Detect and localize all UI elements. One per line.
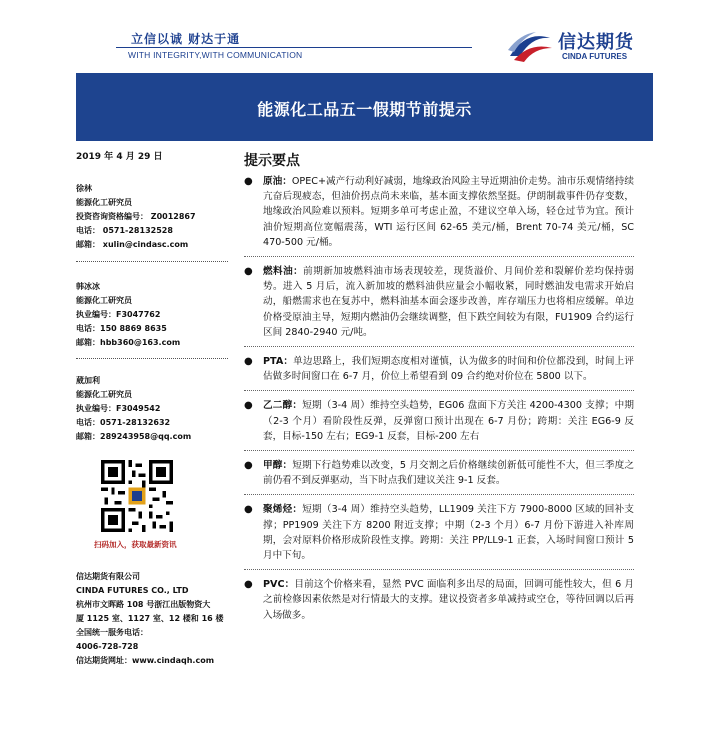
logo-text-en: CINDA FUTURES [562, 52, 628, 61]
bullet-label: 原油： [263, 176, 292, 187]
analyst-email: 邮箱： xulin@cindasc.com [76, 240, 189, 249]
bullet-label: 聚烯烃： [263, 504, 303, 516]
report-date: 2019 年 4 月 29 日 [76, 152, 163, 162]
divider [76, 358, 228, 359]
bullet-fuel-oil [244, 264, 634, 340]
bullet-label: 燃料油： [263, 266, 304, 278]
bullet-text: 单边思路上，我们短期态度相对谨慎，认为做多的时间和价位都没到，时间上评估做多时间窗口在 6-7 月，价位上希望看到 09 合约绝对价位在 5800 以下。 [263, 356, 634, 383]
analyst-card [76, 182, 241, 252]
company-address: 杭州市文晖路 108 号浙江出版物资大 [76, 600, 211, 609]
bullet-text: 短期（3-4 周）维持空头趋势，LL1909 关注下方 7900-8000 区域的回补支撑；PP1909 关注下方 8200 附近支撑；中期（2-3 个月）6-7 月份下游进入补库周期，会对原料价格形成阶段性支撑。跨期：关注 PP/LL9-1 正套，入场时间窗口预计 5 月中下旬。 [263, 504, 635, 562]
bullet-crude-oil [244, 174, 634, 250]
report-header [0, 0, 728, 72]
analyst-license: 投资咨询资格编号： Z0012867 [76, 212, 196, 221]
hotline-label: 全国统一服务电话： [76, 628, 148, 637]
bullet-dot-icon: ● [244, 504, 253, 516]
analyst-license: 执业编号：F3047762 [76, 310, 161, 319]
divider [244, 450, 634, 451]
bullet-methanol [244, 458, 634, 488]
company-website: 信达期货网址：www.cindaqh.com [76, 656, 215, 665]
analyst-phone: 电话：150 8869 8635 [76, 324, 167, 333]
bullet-label: PVC： [263, 579, 295, 591]
cinda-logo-icon [506, 26, 554, 66]
section-title: 提示要点 [244, 153, 300, 169]
bullet-dot-icon: ● [244, 579, 253, 591]
bullet-text: 目前这个价格来看，显然 PVC 面临利多出尽的局面，回调可能性较大，但 6 月之前检修因素依然是对行情最大的支撑。建议投资者多单减持或空仓，等待回调以后再入场做多。 [263, 579, 635, 621]
analyst-dept: 能源化工研究员 [76, 296, 132, 305]
title-banner [76, 73, 653, 141]
bullet-pta [244, 354, 634, 384]
bullet-label: PTA： [263, 356, 294, 368]
qr-code-icon [101, 460, 173, 532]
analyst-name: 葳加利 [76, 376, 100, 385]
logo-text-cn: 信达期货 [558, 32, 634, 53]
bullet-dot-icon: ● [244, 356, 253, 368]
analyst-license: 执业编号：F3049542 [76, 404, 161, 413]
analyst-email: 邮箱：289243958@qq.com [76, 432, 192, 441]
company-info [76, 570, 241, 668]
divider [244, 569, 634, 570]
bullet-ethylene-glycol [244, 398, 634, 444]
bullet-dot-icon: ● [244, 176, 253, 187]
bullet-text: 短期（3-4 周）维持空头趋势，EG06 盘面下方关注 4200-4300 支撑；中期（2-3 个月）看阶段性反弹，反弹窗口预计出现在 6-7 月份；跨期：关注 EG6-9 反套，目标-150 左右；EG9-1 反套，目标-200 左右 [263, 400, 634, 442]
analyst-card [76, 374, 241, 444]
analyst-name: 韩冰冰 [76, 282, 100, 291]
bullet-dot-icon: ● [244, 460, 253, 472]
qr-caption: 扫码加入，获取最新资讯 [94, 540, 177, 549]
report-title: 能源化工品五一假期节前提示 [257, 100, 472, 119]
company-address: 厦 1125 室、1127 室、12 楼和 16 楼 [76, 614, 224, 623]
analyst-phone: 电话： 0571-28132528 [76, 226, 173, 235]
divider [244, 346, 634, 347]
main-content [244, 150, 634, 623]
bullet-label: 乙二醇： [263, 400, 303, 412]
divider [244, 390, 634, 391]
bullet-dot-icon: ● [244, 266, 253, 278]
analyst-dept: 能源化工研究员 [76, 390, 132, 399]
divider [244, 494, 634, 495]
bullet-text: OPEC+减产行动利好减弱，地缘政治风险主导近期油价走势。油市乐观情绪持续亢奋后现疲态，但油价拐点尚未来临，基本面支撑依然坚挺。伊朗制裁事件仍存变数，地缘政治风险难以预料。短期多单可考虑止盈，不建议空单入场，轻仓过节为宜。预计油价短期高位宽幅震荡，WTI 运行区间 62-65 美元/桶，Brent 70-74 美元/桶，SC 470-500 元/桶。 [263, 176, 634, 248]
company-name-en: CINDA FUTURES CO., LTD [76, 586, 189, 595]
bullet-text: 短期下行趋势难以改变，5 月交割之后价格继续创新低可能性不大，但三季度之前仍看不到反弹驱动，当下时点我们建议关注 9-1 反套。 [263, 460, 635, 487]
divider [244, 256, 634, 257]
analyst-email: 邮箱：hbb360@163.com [76, 338, 181, 347]
bullet-dot-icon: ● [244, 400, 253, 412]
header-rule [116, 47, 472, 48]
bullet-text: 前期新加坡燃料油市场表现较差，现货溢价、月间价差和裂解价差均保持弱势。进入 5 月后，流入新加坡的燃料油供应量会小幅收紧，同时燃油发电需求开始启动，船燃需求也在复苏中，燃料油基本面会逐步改善，库存端压力也将相应缓解。单边价格受原油主导，短期内燃油仍会继续调整，但下跌空间较为有限，FU1909 合约运行区间 2840-2940 元/吨。 [263, 266, 634, 338]
slogan-cn: 立信以诚 财达于通 [131, 32, 241, 46]
bullet-pvc [244, 577, 634, 623]
divider [76, 261, 228, 262]
analyst-name: 徐林 [76, 184, 92, 193]
analyst-phone: 电话：0571-28132632 [76, 418, 171, 427]
analyst-card [76, 280, 241, 350]
company-name-cn: 信达期货有限公司 [76, 572, 140, 581]
bullet-label: 甲醇： [263, 460, 293, 472]
analyst-dept: 能源化工研究员 [76, 198, 132, 207]
bullet-polyolefin [244, 502, 634, 563]
hotline-number: 4006-728-728 [76, 642, 139, 651]
slogan-en: WITH INTEGRITY,WITH COMMUNICATION [128, 50, 303, 60]
